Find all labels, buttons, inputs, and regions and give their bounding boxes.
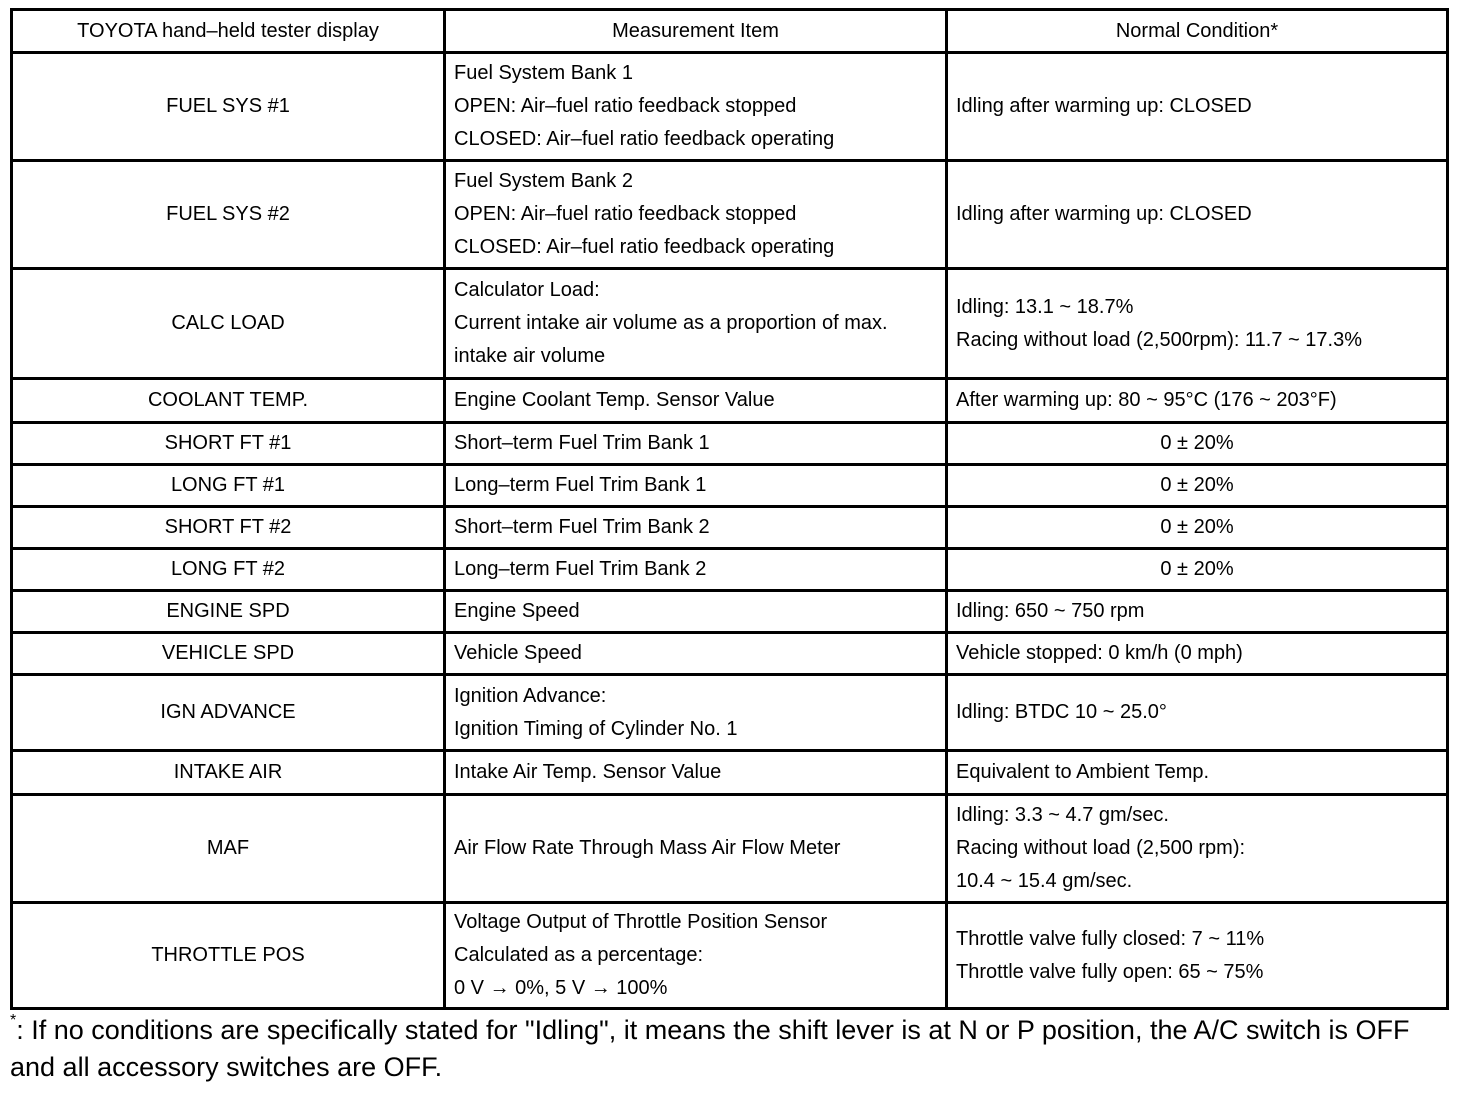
tester-display-cell: FUEL SYS #1 [12, 53, 445, 161]
header-normal-condition: Normal Condition* [947, 10, 1448, 53]
normal-condition-cell [947, 161, 1448, 269]
footnote-text: : If no conditions are specifically stated for "Idling", it means the shift lever is at N or P position, the A/C switch is OFF and all accessory switches are OFF. [10, 1015, 1410, 1082]
measurement-item-line: Ignition Advance: [454, 684, 607, 707]
normal-condition-cell [947, 507, 1448, 549]
measurement-item-line: intake air volume [454, 345, 606, 367]
table-row [12, 465, 1448, 507]
header-tester-display: TOYOTA hand–held tester display [12, 10, 445, 53]
table-row [12, 53, 1448, 161]
normal-condition-cell [947, 675, 1448, 751]
normal-condition-line: Racing without load (2,500rpm): 11.7 ~ 17.3% [956, 328, 1362, 351]
measurement-item-cell [445, 591, 947, 633]
header-measurement-item: Measurement Item [445, 10, 947, 53]
table-row [12, 751, 1448, 795]
tester-display-cell: SHORT FT #1 [12, 423, 445, 465]
measurement-item-line: 0 V → 0%, 5 V → 100% [454, 977, 668, 999]
measurement-item-line: Long–term Fuel Trim Bank 2 [454, 558, 707, 580]
measurement-item-cell [445, 675, 947, 751]
normal-condition-line: After warming up: 80 ~ 95°C (176 ~ 203°F) [956, 389, 1337, 411]
normal-condition-cell [947, 53, 1448, 161]
measurement-item-cell [445, 465, 947, 507]
table-row [12, 633, 1448, 675]
measurement-item-cell [445, 795, 947, 903]
measurement-item-line: Voltage Output of Throttle Position Sensor [454, 911, 828, 933]
footnote-mark: * [10, 1012, 17, 1029]
normal-condition-line: 0 ± 20% [1160, 474, 1234, 496]
measurement-item-line: Calculated as a percentage: [454, 944, 704, 966]
spec-sheet [10, 8, 1446, 1010]
table-row [12, 379, 1448, 423]
measurement-item-cell [445, 903, 947, 1009]
measurement-item-cell [445, 507, 947, 549]
tester-display-cell: LONG FT #2 [12, 549, 445, 591]
table-body [12, 53, 1448, 1009]
table-row [12, 675, 1448, 751]
normal-condition-line: Idling: 650 ~ 750 rpm [956, 600, 1145, 622]
normal-condition-line: Equivalent to Ambient Temp. [956, 761, 1210, 783]
measurement-item-cell [445, 549, 947, 591]
table-row [12, 423, 1448, 465]
normal-condition-line: Idling after warming up: CLOSED [956, 203, 1252, 225]
table-row [12, 591, 1448, 633]
normal-condition-line: Idling: 13.1 ~ 18.7% [956, 295, 1134, 318]
normal-condition-cell [947, 465, 1448, 507]
normal-condition-line: Vehicle stopped: 0 km/h (0 mph) [956, 642, 1243, 664]
measurement-item-line: Fuel System Bank 2 [454, 170, 633, 192]
measurement-item-line: Calculator Load: [454, 279, 600, 301]
table-row [12, 795, 1448, 903]
normal-condition-line: Idling: BTDC 10 ~ 25.0° [956, 701, 1167, 723]
normal-condition-cell [947, 633, 1448, 675]
tester-display-cell: LONG FT #1 [12, 465, 445, 507]
normal-condition-cell [947, 751, 1448, 795]
tester-display-cell: MAF [12, 795, 445, 903]
measurement-item-line: Vehicle Speed [454, 642, 582, 664]
normal-condition-cell [947, 423, 1448, 465]
normal-condition-line: 0 ± 20% [1160, 516, 1234, 538]
measurement-item-line: Engine Speed [454, 600, 580, 622]
tester-display-cell: IGN ADVANCE [12, 675, 445, 751]
tester-display-cell: CALC LOAD [12, 269, 445, 379]
measurement-item-cell [445, 269, 947, 379]
normal-condition-line: 0 ± 20% [1160, 432, 1234, 454]
measurement-item-cell [445, 633, 947, 675]
table-row [12, 549, 1448, 591]
measurement-item-line: OPEN: Air–fuel ratio feedback stopped [454, 203, 797, 225]
measurement-item-cell [445, 379, 947, 423]
measurement-item-line: Engine Coolant Temp. Sensor Value [454, 389, 775, 411]
measurement-table [10, 8, 1449, 1010]
normal-condition-line: 10.4 ~ 15.4 gm/sec. [956, 870, 1133, 892]
tester-display-cell: THROTTLE POS [12, 903, 445, 1009]
normal-condition-cell [947, 903, 1448, 1009]
normal-condition-line: 0 ± 20% [1160, 558, 1234, 580]
tester-display-cell: ENGINE SPD [12, 591, 445, 633]
table-row [12, 161, 1448, 269]
normal-condition-line: Idling after warming up: CLOSED [956, 95, 1252, 117]
measurement-item-line: Air Flow Rate Through Mass Air Flow Meter [454, 837, 841, 859]
measurement-item-line: Intake Air Temp. Sensor Value [454, 761, 722, 783]
measurement-item-line: Current intake air volume as a proportion of max. [454, 312, 888, 334]
normal-condition-line: Racing without load (2,500 rpm): [956, 837, 1246, 859]
header-row [12, 10, 1448, 53]
measurement-item-cell [445, 161, 947, 269]
normal-condition-cell [947, 591, 1448, 633]
normal-condition-cell [947, 795, 1448, 903]
footnote [10, 1012, 1456, 1086]
measurement-item-line: CLOSED: Air–fuel ratio feedback operating [454, 128, 835, 150]
measurement-item-line: OPEN: Air–fuel ratio feedback stopped [454, 95, 797, 117]
table-row [12, 269, 1448, 379]
measurement-item-line: Short–term Fuel Trim Bank 1 [454, 432, 710, 454]
measurement-item-line: Short–term Fuel Trim Bank 2 [454, 516, 710, 538]
measurement-item-line: Long–term Fuel Trim Bank 1 [454, 474, 707, 496]
measurement-item-cell [445, 751, 947, 795]
tester-display-cell: SHORT FT #2 [12, 507, 445, 549]
table-row [12, 903, 1448, 1009]
tester-display-cell: COOLANT TEMP. [12, 379, 445, 423]
tester-display-cell: VEHICLE SPD [12, 633, 445, 675]
normal-condition-line: Throttle valve fully open: 65 ~ 75% [956, 960, 1264, 983]
tester-display-cell: INTAKE AIR [12, 751, 445, 795]
measurement-item-cell [445, 423, 947, 465]
normal-condition-cell [947, 269, 1448, 379]
measurement-item-line: CLOSED: Air–fuel ratio feedback operating [454, 236, 835, 258]
normal-condition-line: Throttle valve fully closed: 7 ~ 11% [956, 927, 1265, 950]
measurement-item-cell [445, 53, 947, 161]
measurement-item-line: Fuel System Bank 1 [454, 62, 633, 84]
normal-condition-line: Idling: 3.3 ~ 4.7 gm/sec. [956, 804, 1169, 826]
measurement-item-line: Ignition Timing of Cylinder No. 1 [454, 717, 738, 740]
normal-condition-cell [947, 549, 1448, 591]
table-row [12, 507, 1448, 549]
tester-display-cell: FUEL SYS #2 [12, 161, 445, 269]
normal-condition-cell [947, 379, 1448, 423]
